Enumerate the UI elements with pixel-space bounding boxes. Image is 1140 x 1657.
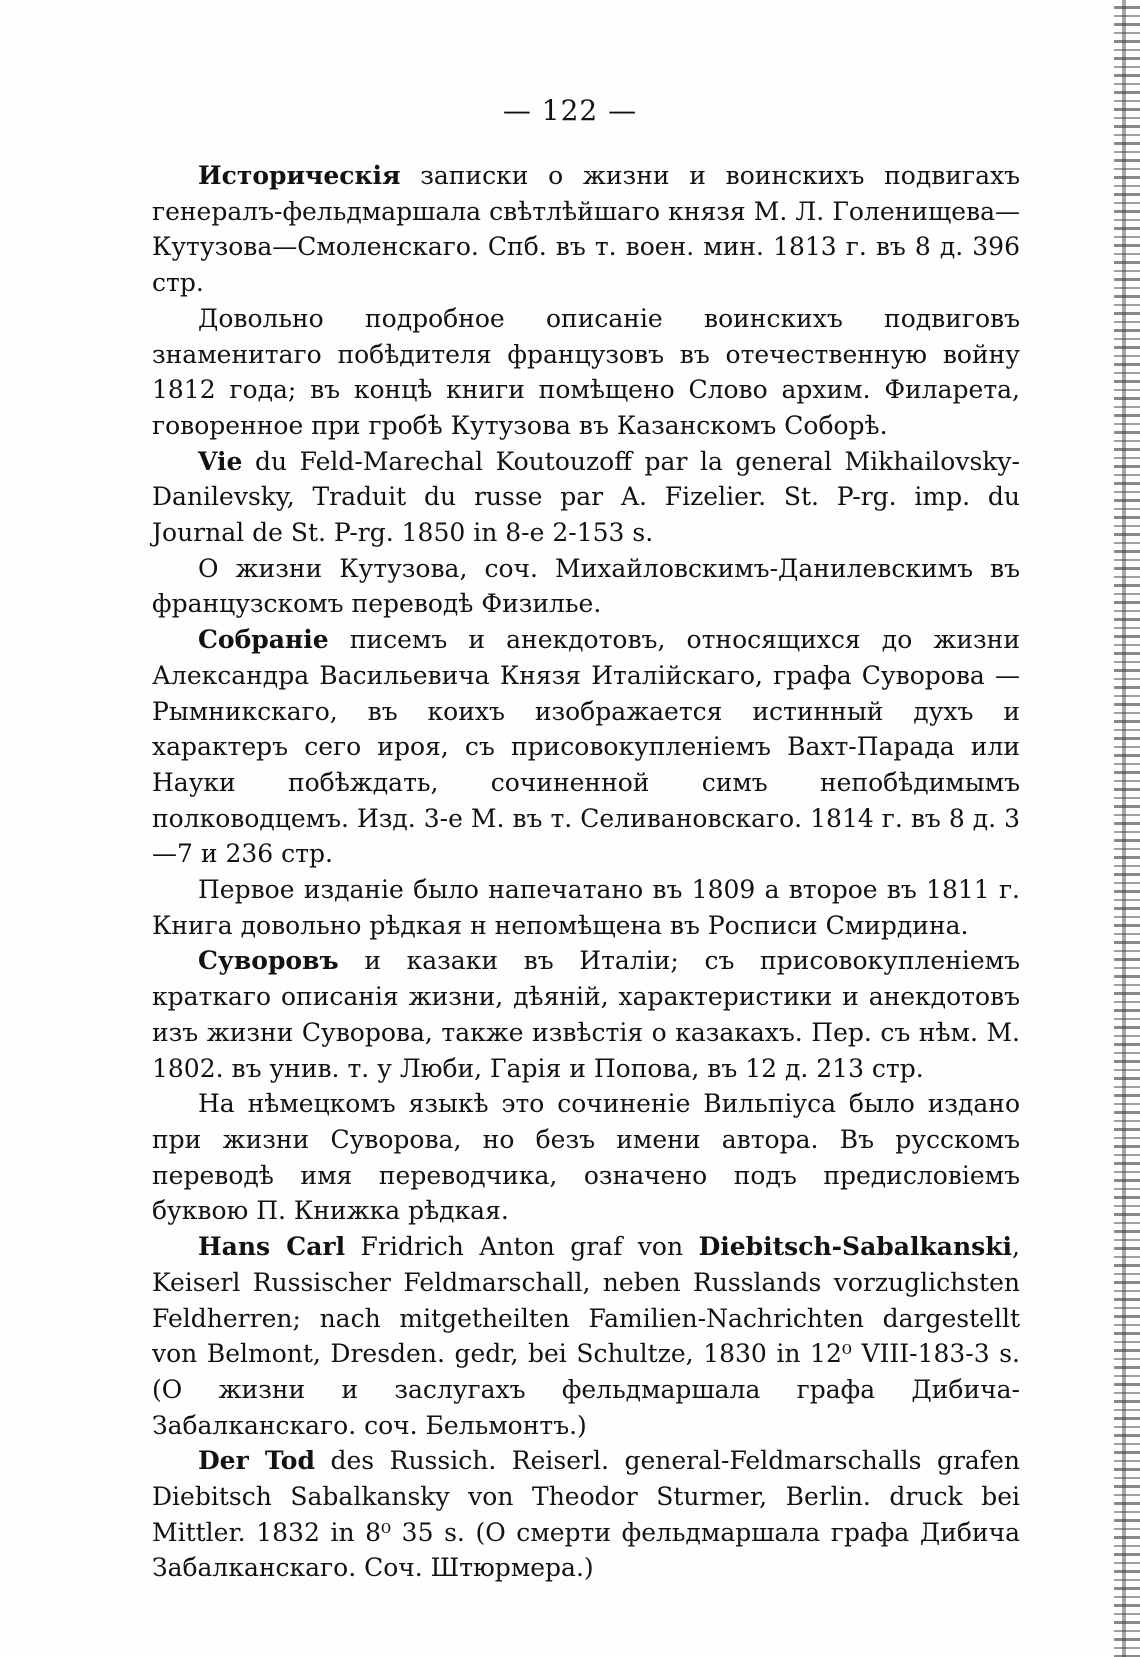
entry-text: записки о жизни и воинскихъ подвигахъ генералъ-фельдмаршала свѣтлѣйшаго князя М. Л. Голенищева—Кутузова—Смоленскаго. Спб. въ т. воен. мин. 1813 г. въ 8 д. 396 стр. bbox=[152, 161, 1020, 298]
scan-edge-line bbox=[1122, 0, 1126, 1657]
entry-vie-comment bbox=[152, 551, 1020, 622]
entry-text: du Feld-Marechal Koutouzoff par la general Mikhailovsky-Danilevsky, Traduit du russe par A. Fizelier. St. P-rg. imp. du Journal de St. P-rg. 1850 in 8-e 2-153 s. bbox=[152, 446, 1020, 548]
entry-diebitsch-belmont bbox=[152, 1229, 1020, 1443]
entry-text: писемъ и анекдотовъ, относящихся до жизни Александра Васильевича Князя Италійскаго, графа Суворова — Рымникскаго, въ коихъ изображается истинный духъ и характеръ сего ироя, съ присовокупленіемъ Вахт-Парада или Науки побѣждать, сочиненной симъ непобѣдимымъ полководцемъ. Изд. 3-е М. въ т. Селивановскаго. 1814 г. въ 8 д. 3—7 и 236 стр. bbox=[152, 625, 1020, 869]
entry-suvorov-cossacks-comment bbox=[152, 1086, 1020, 1229]
entry-lead-title: Der Tod bbox=[198, 1446, 315, 1476]
entry-text-2: , Keiserl Russischer Feldmarschall, neben Russlands vorzuglichsten Feldherren; nach mitgetheilten Familien-Nachrichten dargestellt von Belmont, Dresden. gedr, bei Schultze, 1830 in 12⁰ VIII-183-3 s. (О жизни и заслугахъ фельдмаршала графа Дибича-Забалканскаго. соч. Бельмонтъ.) bbox=[152, 1232, 1020, 1440]
entry-text: des Russich. Reiserl. general-Feldmarschalls grafen Diebitsch Sabalkansky von Theodor Sturmer, Berlin. druck bei Mittler. 1832 in 8⁰ 35 s. (О смерти фельдмаршала графа Дибича Забалканскаго. Соч. Штюрмера.) bbox=[152, 1446, 1020, 1583]
bibliography-text bbox=[152, 158, 1020, 1586]
entry-lead-title: Vie bbox=[198, 446, 243, 476]
entry-text: Довольно подробное описаніе воинскихъ подвиговъ знаменитаго побѣдителя французовъ въ отечественную войну 1812 года; въ концѣ книги помѣщено Слово архим. Филарета, говоренное при гробѣ Кутузова въ Казанскомъ Соборѣ. bbox=[152, 303, 1020, 440]
entry-lead-title: Суворовъ bbox=[198, 946, 339, 976]
scan-edge-noise bbox=[1114, 0, 1140, 1657]
entry-lead-title: Историческія bbox=[198, 161, 401, 190]
entry-kutuzov-comment bbox=[152, 301, 1020, 444]
entry-text: Fridrich Anton graf von bbox=[345, 1232, 699, 1262]
entry-suvorov-letters-comment bbox=[152, 872, 1020, 943]
entry-kutuzov-notes bbox=[152, 158, 1020, 301]
entry-lead-title-2: Diebitsch-Sabalkanski bbox=[698, 1232, 1013, 1262]
entry-suvorov-cossacks bbox=[152, 943, 1020, 1086]
entry-text: О жизни Кутузова, соч. Михайловскимъ-Данилевскимъ въ французскомъ переводѣ Физилье. bbox=[152, 553, 1020, 619]
entry-text: и казаки въ Италіи; съ присовокупленіемъ краткаго описанія жизни, дѣяній, характеристики и анекдотовъ изъ жизни Суворова, также извѣстія о казакахъ. Пер. съ нѣм. М. 1802. въ унив. т. у Люби, Гарія и Попова, въ 12 д. 213 стр. bbox=[152, 946, 1020, 1083]
entry-text: На нѣмецкомъ языкѣ это сочиненіе Вильпіуса было издано при жизни Суворова, но безъ имени автора. Въ русскомъ переводѣ имя переводчика, означено подъ предисловіемъ буквою П. Книжка рѣдкая. bbox=[152, 1089, 1020, 1226]
entry-suvorov-letters bbox=[152, 622, 1020, 872]
entry-lead-title: Собраніе bbox=[198, 625, 329, 655]
entry-vie-koutouzoff bbox=[152, 444, 1020, 551]
page-number: — 122 — bbox=[502, 94, 638, 127]
entry-lead-title: Hans Carl bbox=[198, 1232, 346, 1262]
entry-diebitsch-sturmer bbox=[152, 1443, 1020, 1586]
entry-text: Первое изданіе было напечатано въ 1809 а второе въ 1811 г. Книга довольно рѣдкая н непомѣщена въ Росписи Смирдина. bbox=[152, 875, 1020, 940]
